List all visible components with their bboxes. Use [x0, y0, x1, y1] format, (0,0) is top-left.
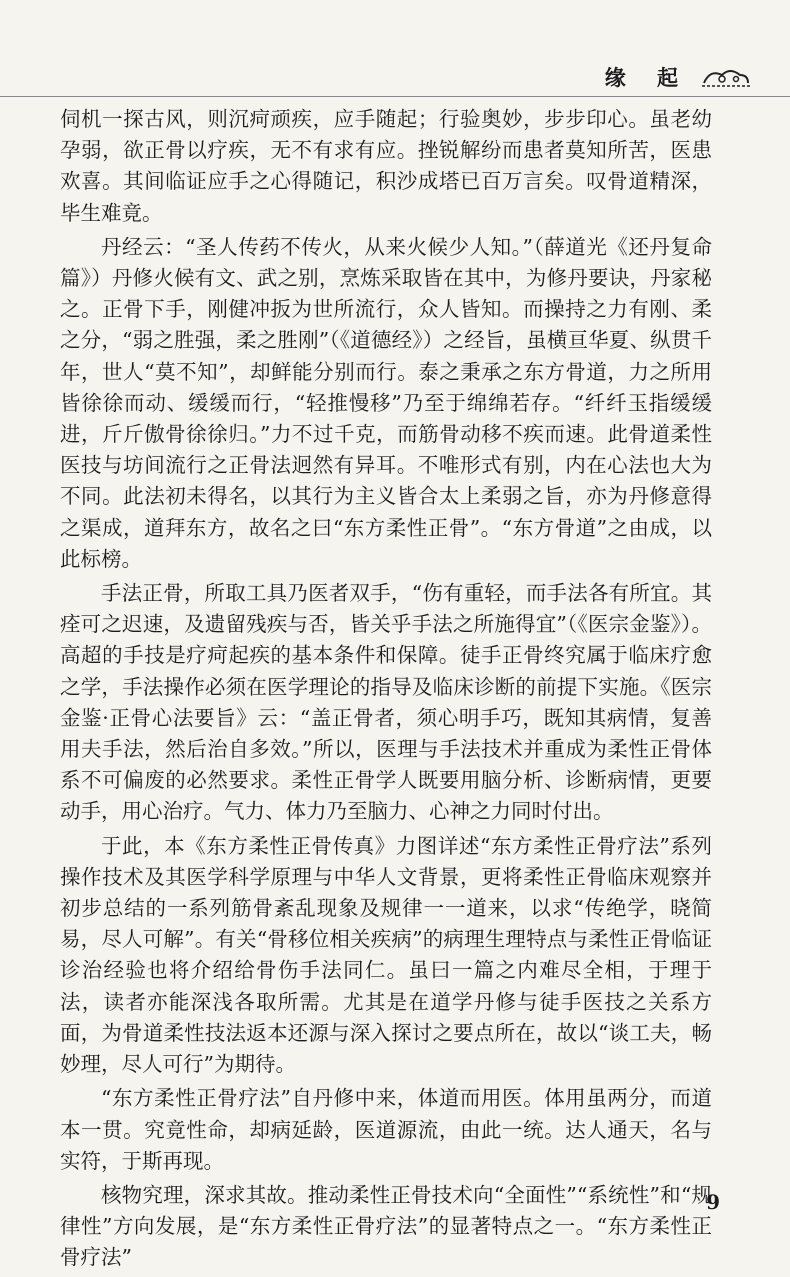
- paragraph: 核物究理，深求其故。推动柔性正骨技术向“全面性”“系统性”和“规律性”方向发展，是“东方柔性正骨疗法”的显著特点之一。“东方柔性正骨疗法”: [60, 1182, 712, 1270]
- paragraph: “东方柔性正骨疗法”自丹修中来，体道而用医。体用虽两分，而道本一贯。究竟性命，却病延龄，医道源流，由此一统。达人通天，名与实符，于斯再现。: [60, 1086, 712, 1173]
- paragraph: 伺机一探古风，则沉疴顽疾，应手随起；行验奥妙，步步印心。虽老幼孕弱，欲正骨以疗疾，无不有求有应。挫锐解纷而患者莫知所苦，医患欢喜。其间临证应手之心得随记，积沙成塔已百万言矣。叹骨道精深，毕生难竟。: [60, 107, 712, 225]
- paragraph: 于此，本《东方柔性正骨传真》力图详述“东方柔性正骨疗法”系列操作技术及其医学科学原理与中华人文背景，更将柔性正骨临床观察并初步总结的一系列筋骨紊乱现象及规律一一道来，以求“传绝学，晓简易，尽人可解”。有关“骨移位相关疾病”的病理生理特点与柔性正骨临证诊治经验也将介绍给骨伤手法同仁。虽曰一篇之内难尽全相，于理于法，读者亦能深浅各取所需。尤其是在道学丹修与徒手医技之关系方面，为骨道柔性技法返本还源与深入探讨之要点所在，故以“谈工夫，畅妙理，尽人可行”为期待。: [60, 833, 712, 1077]
- running-header: [605, 62, 752, 92]
- body-text: [60, 104, 712, 1277]
- header-rule: [0, 96, 790, 97]
- cloud-ornament-icon: [700, 65, 752, 89]
- paragraph: 丹经云：“圣人传药不传火，从来火候少人知。”（薛道光《还丹复命篇》）丹修火候有文、武之别，烹炼采取皆在其中，为修丹要诀，丹家秘之。正骨下手，刚健冲扳为世所流行，众人皆知。而操持之力有刚、柔之分，“弱之胜强，柔之胜刚”（《道德经》）之经旨，虽横亘华夏、纵贯千年，世人“莫不知”，却鲜能分别而行。泰之秉承之东方骨道，力之所用皆徐徐而动、缓缓而行，“轻推慢移”乃至于绵绵若存。“纤纤玉指缓缓进，斤斤傲骨徐徐归。”力不过千克，而筋骨动移不疾而速。此骨道柔性医技与坊间流行之正骨法迥然有异耳。不唯形式有别，内在心法也大为不同。此法初未得名，以其行为主义皆合太上柔弱之旨，亦为丹修意得之渠成，道拜东方，故名之曰“东方柔性正骨”。“东方骨道”之由成，以此标榜。: [60, 234, 712, 571]
- page-number: 9: [706, 1190, 720, 1214]
- paragraph: 手法正骨，所取工具乃医者双手，“伤有重轻，而手法各有所宜。其痊可之迟速，及遗留残疾与否，皆关乎手法之所施得宜”（《医宗金鉴》）。高超的手技是疗疴起疾的基本条件和保障。徒手正骨终究属于临床疗愈之学，手法操作必须在医学理论的指导及临床诊断的前提下实施。《医宗金鉴·正骨心法要旨》云：“盖正骨者，须心明手巧，既知其病情，复善用夫手法，然后治自多效。”所以，医理与手法技术并重成为柔性正骨体系不可偏废的必然要求。柔性正骨学人既要用脑分析、诊断病情，更要动手，用心治疗。气力、体力乃至脑力、心神之力同时付出。: [60, 581, 712, 824]
- running-header-title: 缘 起: [604, 65, 690, 90]
